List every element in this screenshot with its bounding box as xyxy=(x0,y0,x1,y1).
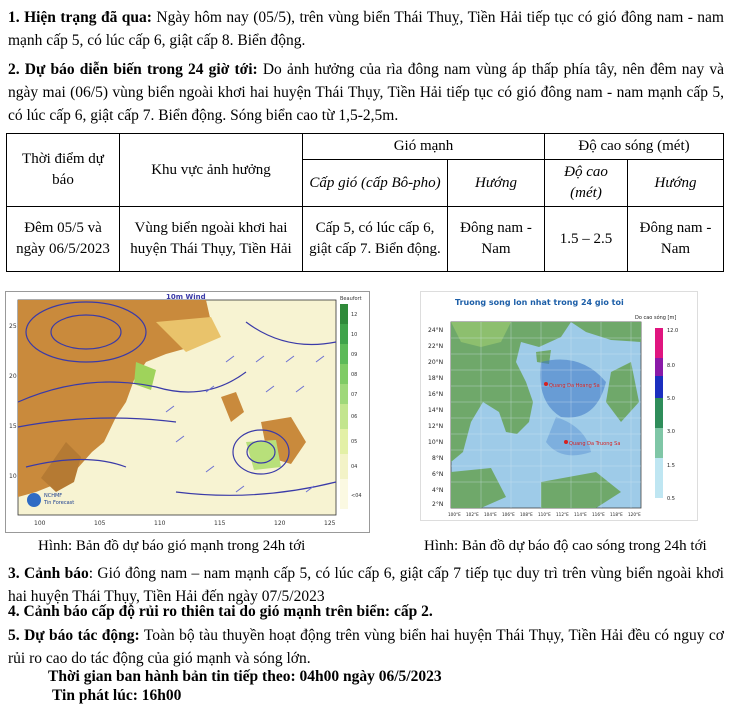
header-wave-height: Độ cao (mét) xyxy=(545,160,628,207)
wave-lon-label: 108°E xyxy=(520,512,533,517)
wind-lon-label: 125 xyxy=(324,520,336,527)
wave-lat-label: 8°N xyxy=(432,455,444,462)
wave-lat-label: 12°N xyxy=(428,423,444,430)
wave-lat-label: 14°N xyxy=(428,407,444,414)
section-forecast xyxy=(8,58,724,127)
wave-lon-label: 102°E xyxy=(466,512,479,517)
svg-text:10: 10 xyxy=(351,332,358,338)
svg-text:05: 05 xyxy=(351,439,358,445)
wave-map-caption: Hình: Bản đồ dự báo độ cao sóng trong 24h tới xyxy=(424,538,707,554)
wind-lat-label: 20 xyxy=(9,373,17,380)
header-wave: Độ cao sóng (mét) xyxy=(545,134,724,160)
wind-lat-label: 25 xyxy=(9,323,17,330)
wave-lon-label: 106°E xyxy=(502,512,515,517)
svg-text:06: 06 xyxy=(351,414,358,420)
wave-lat-label: 22°N xyxy=(428,343,444,350)
place-label-1: Quang Da Hoang Sa xyxy=(549,383,600,389)
wind-lon-label: 110 xyxy=(154,520,166,527)
wave-lat-label: 18°N xyxy=(428,375,444,382)
wave-map-graphic xyxy=(421,292,697,520)
cell-wave-height: 1.5 – 2.5 xyxy=(545,207,628,272)
header-time: Thời điểm dự báo xyxy=(7,134,120,207)
cell-wind-dir: Đông nam - Nam xyxy=(448,207,545,272)
cell-wave-dir: Đông nam - Nam xyxy=(628,207,724,272)
header-wind-level: Cấp gió (cấp Bô-pho) xyxy=(303,160,448,207)
wave-lon-label: 112°E xyxy=(556,512,569,517)
svg-text:NCHMF: NCHMF xyxy=(44,493,63,499)
wave-map-title: Truong song lon nhat trong 24 gio toi xyxy=(455,298,624,307)
wave-lat-label: 2°N xyxy=(432,501,444,508)
svg-text:Beaufort: Beaufort xyxy=(340,296,362,302)
wave-lon-label: 100°E xyxy=(448,512,461,517)
svg-text:Do cao sóng [m]: Do cao sóng [m] xyxy=(635,315,677,321)
svg-text:12: 12 xyxy=(351,312,358,318)
header-wind-dir: Hướng xyxy=(448,160,545,207)
svg-text:04: 04 xyxy=(351,464,358,470)
paracel-marker xyxy=(544,382,548,386)
cell-time: Đêm 05/5 và ngày 06/5/2023 xyxy=(7,207,120,272)
wind-lon-label: 120 xyxy=(274,520,286,527)
svg-text:<04: <04 xyxy=(351,493,362,499)
place-label-2: Quang Da Truong Sa xyxy=(569,441,621,447)
cell-area: Vùng biển ngoài khơi hai huyện Thái Thụy, Tiền Hải xyxy=(120,207,303,272)
section1-label: 1. Hiện trạng đã qua: xyxy=(8,9,152,26)
section2-label: 2. Dự báo diễn biến trong 24 giờ tới: xyxy=(8,61,258,78)
section5-label: 5. Dự báo tác động: xyxy=(8,627,140,644)
wave-lat-label: 10°N xyxy=(428,439,444,446)
issue-time: Tin phát lúc: 16h00 xyxy=(52,687,182,704)
header-area: Khu vực ảnh hưởng xyxy=(120,134,303,207)
section3-label: 3. Cảnh báo xyxy=(8,565,89,582)
cell-wind-level: Cấp 5, có lúc cấp 6, giật cấp 7. Biển động. xyxy=(303,207,448,272)
wind-lon-label: 105 xyxy=(94,520,106,527)
wave-lon-label: 104°E xyxy=(484,512,497,517)
wind-forecast-map xyxy=(5,291,370,533)
wave-lat-label: 16°N xyxy=(428,391,444,398)
wind-lat-label: 15 xyxy=(9,423,17,430)
svg-text:1.5: 1.5 xyxy=(667,463,675,469)
svg-text:07: 07 xyxy=(351,392,358,398)
section2-text: Do ảnh hưởng của rìa đông nam vùng áp thấp phía tây, nên đêm nay và ngày mai (06/5) vùng biển ngoài khơi hai huyện Thái Thụy, Tiền Hải tiếp tục có gió đông nam - nam mạnh cấp 5, có lúc cấp 6, giật cấp 7. Biển động. Sóng biển cao từ 1,5-2,5m. xyxy=(8,61,724,124)
wave-lon-label: 116°E xyxy=(592,512,605,517)
section-risk-level: 4. Cảnh báo cấp độ rủi ro thiên tai do gió mạnh trên biển: cấp 2. xyxy=(8,603,433,620)
wind-lon-label: 100 xyxy=(34,520,46,527)
wave-lon-label: 118°E xyxy=(610,512,623,517)
svg-text:08: 08 xyxy=(351,372,358,378)
header-wind: Gió mạnh xyxy=(303,134,545,160)
wave-lon-label: 120°E xyxy=(628,512,641,517)
wave-forecast-map xyxy=(420,291,698,521)
wave-lat-label: 4°N xyxy=(432,487,444,494)
svg-text:8.0: 8.0 xyxy=(667,363,675,369)
svg-text:12.0: 12.0 xyxy=(667,328,679,334)
wave-lon-label: 114°E xyxy=(574,512,587,517)
section-current-status xyxy=(8,6,724,52)
spratly-marker xyxy=(564,440,568,444)
wave-lat-label: 24°N xyxy=(428,327,444,334)
svg-text:5.0: 5.0 xyxy=(667,396,675,402)
section1-text: Ngày hôm nay (05/5), trên vùng biển Thái Thuỵ, Tiền Hải tiếp tục có gió đông nam - nam mạnh cấp 5, có lúc cấp 6, giật cấp 8. Biển động. xyxy=(8,9,724,49)
wind-map-caption: Hình: Bản đồ dự báo gió mạnh trong 24h tới xyxy=(38,538,306,554)
svg-text:Tin Forecast: Tin Forecast xyxy=(44,500,75,506)
svg-text:09: 09 xyxy=(351,352,358,358)
wind-map-title: 10m Wind xyxy=(166,293,206,301)
wave-lon-label: 110°E xyxy=(538,512,551,517)
forecast-table xyxy=(6,133,724,272)
wind-map-graphic xyxy=(6,292,369,532)
svg-text:0.5: 0.5 xyxy=(667,496,675,502)
wave-lat-label: 6°N xyxy=(432,471,444,478)
wind-lat-label: 10 xyxy=(9,473,17,480)
section3-text: : Gió đông nam – nam mạnh cấp 5, có lúc cấp 6, giật cấp 7 tiếp tục duy trì trên vùng biển ngoài khơi hai huyện Thái Thụy, Tiền Hải đến ngày 07/5/2023 xyxy=(8,565,724,605)
svg-text:3.0: 3.0 xyxy=(667,429,675,435)
table-row xyxy=(7,207,724,272)
section-impact xyxy=(8,624,724,670)
wind-lon-label: 115 xyxy=(214,520,226,527)
next-issue-time: Thời gian ban hành bản tin tiếp theo: 04h00 ngày 06/5/2023 xyxy=(48,668,442,685)
header-wave-dir: Hướng xyxy=(628,160,724,207)
section5-text: Toàn bộ tàu thuyền hoạt động trên vùng biển hai huyện Thái Thụy, Tiền Hải đều có nguy cơ rủi ro cao do tác động của gió mạnh và sóng lớn. xyxy=(8,627,725,667)
wave-lat-label: 20°N xyxy=(428,359,444,366)
table-header-row xyxy=(7,134,724,160)
